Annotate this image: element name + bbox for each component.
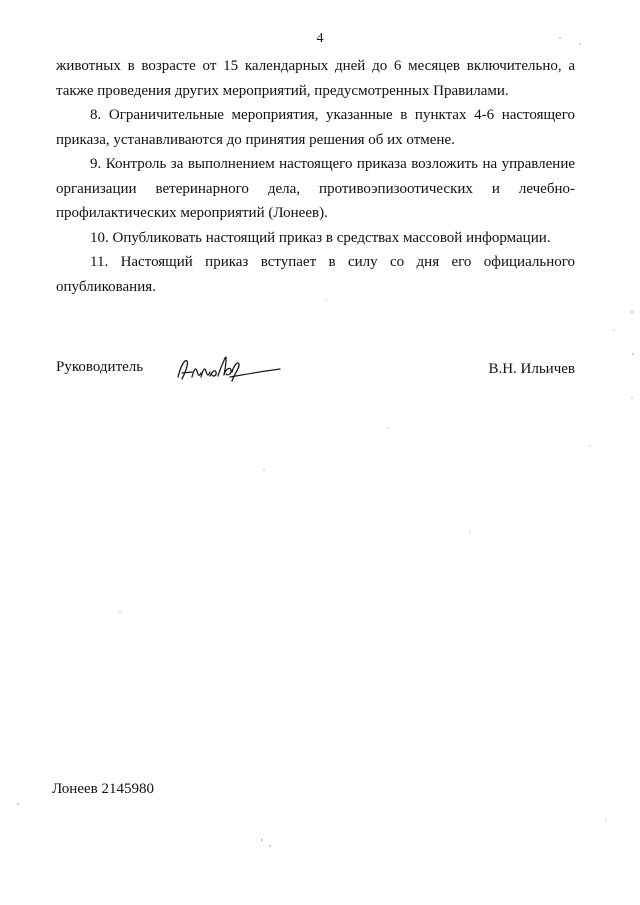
paragraph-item-10: 10. Опубликовать настоящий приказ в средствах массовой информации. [90, 229, 551, 246]
signature-block [56, 355, 575, 395]
paragraph-item-8: 8. Ограничительные мероприятия, указанные в пунктах 4-6 настоящего приказа, устанавливаются до принятия решения об их отмене. [56, 107, 575, 148]
signatory-title: Руководитель [56, 359, 144, 375]
page-number: 4 [316, 31, 324, 46]
executor-reference: Лонеев 2145980 [52, 781, 154, 797]
handwritten-signature [172, 355, 284, 385]
document-body [56, 54, 575, 299]
paragraph-item-11: 11. Настоящий приказ вступает в силу со дня его официального опубликования. [56, 254, 575, 295]
signatory-name: В.Н. Ильичев [488, 361, 575, 377]
paragraph-item-9: 9. Контроль за выполнением настоящего приказа возложить на управление организации ветеринарного дела, противоэпизоотических и лечебно-профилактических мероприятий (Лонеев). [56, 156, 575, 221]
paragraph-continuation: животных в возрасте от 15 календарных дней до 6 месяцев включительно, а также проведения других мероприятий, предусмотренных Правилами. [56, 58, 575, 99]
